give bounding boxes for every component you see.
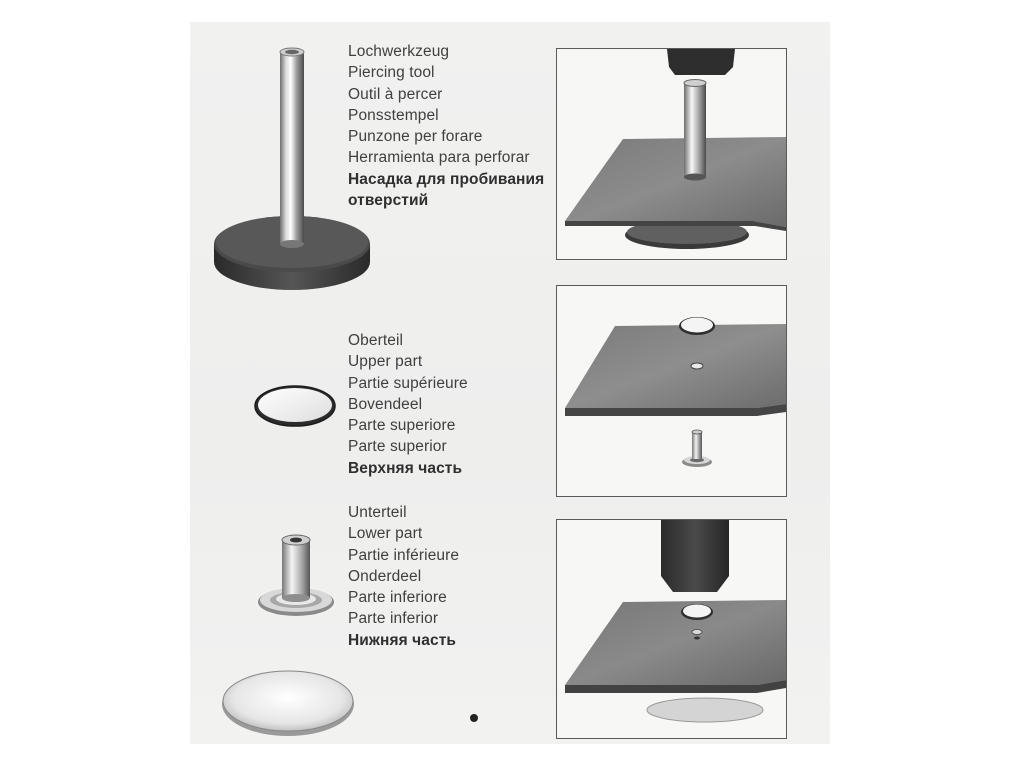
piercing-tool-labels bbox=[348, 41, 544, 211]
label-line-nl: Ponsstempel bbox=[348, 106, 439, 124]
label-line-nl: Bovendeel bbox=[348, 395, 423, 413]
step-panel-piercing bbox=[556, 48, 787, 260]
label-line-fr: Outil à percer bbox=[348, 85, 443, 103]
card-punch-hole bbox=[470, 714, 478, 722]
label-line-de: Oberteil bbox=[348, 332, 404, 349]
label-line-ru: Верхняя часть bbox=[348, 459, 463, 477]
label-line-en: Upper part bbox=[348, 353, 423, 371]
label-line-it: Parte superiore bbox=[348, 417, 456, 435]
label-line-ru-cont: отверстий bbox=[348, 192, 429, 210]
lower-part-labels bbox=[348, 502, 459, 651]
label-line-es: Parte inferior bbox=[348, 610, 439, 628]
label-line-de: Lochwerkzeug bbox=[348, 43, 450, 60]
label-line-nl: Onderdeel bbox=[348, 567, 422, 585]
label-line-it: Punzone per forare bbox=[348, 128, 483, 146]
label-line-fr: Partie supérieure bbox=[348, 374, 468, 392]
upper-part-labels bbox=[348, 330, 468, 479]
step-panel-upper-part bbox=[556, 285, 787, 497]
label-line-en: Lower part bbox=[348, 525, 423, 543]
step-panel-lower-part bbox=[556, 519, 787, 739]
label-line-es: Herramienta para perforar bbox=[348, 149, 530, 167]
label-line-en: Piercing tool bbox=[348, 64, 435, 82]
label-line-ru: Нижняя часть bbox=[348, 631, 457, 649]
upper-part-illustration bbox=[252, 383, 338, 429]
label-line-fr: Partie inférieure bbox=[348, 546, 460, 564]
lower-part-illustration bbox=[218, 530, 368, 740]
label-line-de: Unterteil bbox=[348, 504, 407, 521]
label-line-it: Parte inferiore bbox=[348, 589, 447, 607]
label-line-es: Parte superior bbox=[348, 438, 447, 456]
label-line-ru: Насадка для пробивания bbox=[348, 170, 545, 188]
